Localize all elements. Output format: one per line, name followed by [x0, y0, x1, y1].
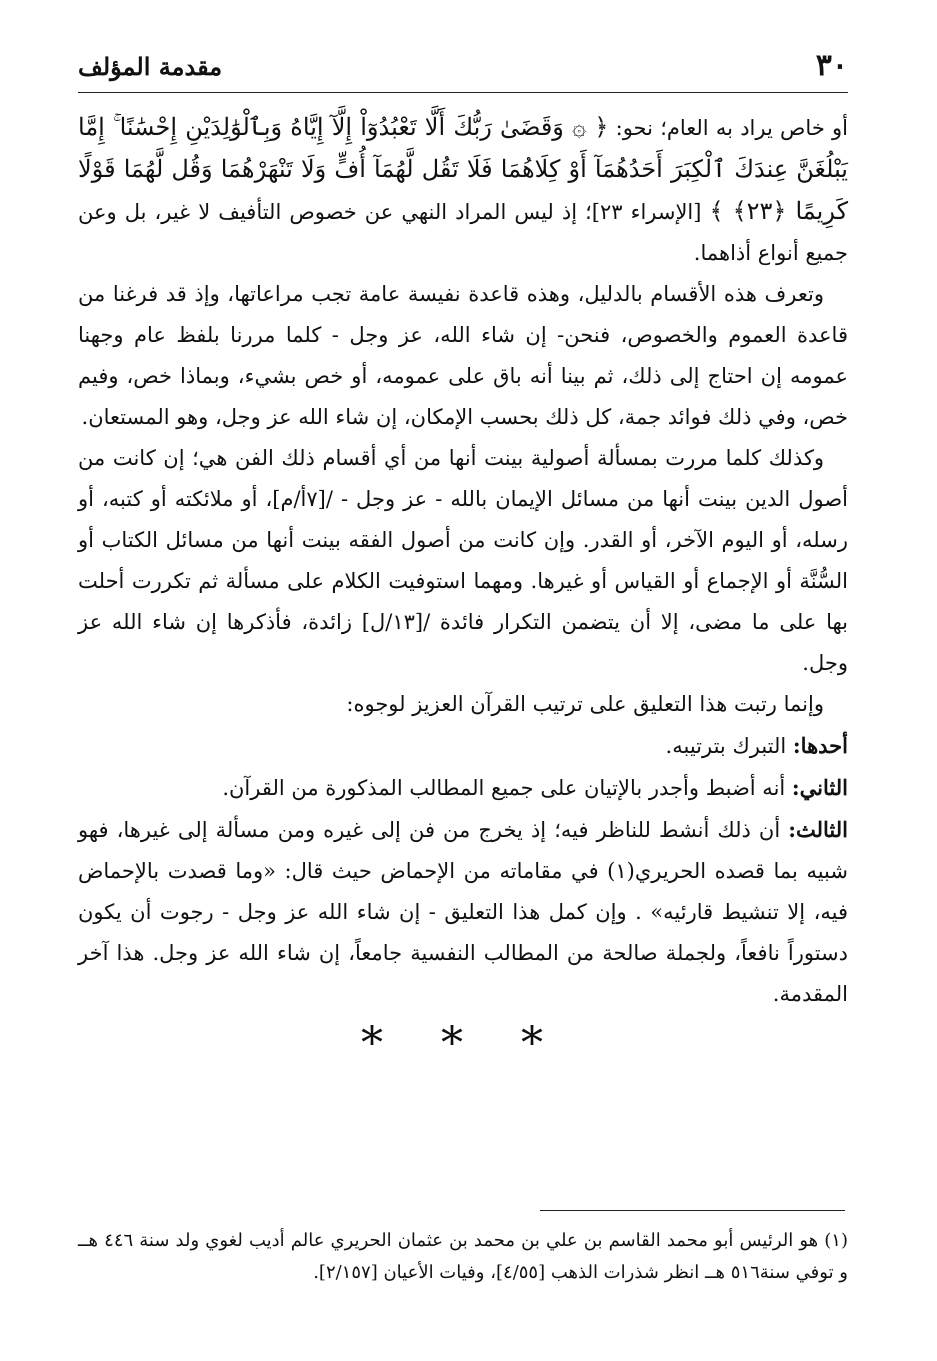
paragraph-2: وتعرف هذه الأقسام بالدليل، وهذه قاعدة نفيسة عامة تجب مراعاتها، وإذ قد فرغنا من قاعدة العموم والخصوص، فنحن- إن شاء الله، عز وجل - كلما مررنا بلفظ عام وجهنا عمومه إن احتاج إلى ذلك، ثم بينا أنه باق على عمومه، أو خص بشيء، وبماذا خص، وفيم خص، وفي ذلك فوائد جمة، كل ذلك بحسب الإمكان، إن شاء الله عز وجل، وهو المستعان. — [78, 282, 848, 429]
page — [78, 40, 849, 1069]
point-label-first: أحدها: — [792, 733, 848, 758]
paragraph-5 — [78, 725, 848, 767]
paragraph-1 — [78, 107, 848, 274]
section-separator: * * * — [361, 1018, 565, 1069]
point-text-first: التبرك بترتيبه. — [665, 734, 793, 758]
paragraph-3: وكذلك كلما مررت بمسألة أصولية بينت أنها من أي أقسام ذلك الفن هي؛ إن كانت من أصول الدين بينت أنها من مسائل الإيمان بالله - عز وجل - /[٧أ/م]، أو ملائكته أو كتبه، أو رسله، أو اليوم الآخر، أو القدر. وإن كانت من أصول الفقه بينت أنها من مسائل الكتاب أو السُّنَّة أو الإجماع أو القياس أو غيرها. ومهما استوفيت الكلام على مسألة ثم تكررت أحلت بها على ما مضى، إلا أن يتضمن التكرار فائدة /[١٣/ل] زائدة، فأذكرها إن شاء الله عز وجل. — [78, 446, 849, 675]
quran-verse: ﴿ ۞ وَقَضَىٰ رَبُّكَ أَلَّا تَعْبُدُوٓاْ إِلَّآ إِيَّاهُ وَبِٱلْوَٰلِدَيْنِ إِحْسَٰنًا ۚ إِمَّا يَبْلُغَنَّ عِندَكَ ٱلْكِبَرَ أَحَدُهُمَآ أَوْ كِلَاهُمَا فَلَا تَقُل لَّهُمَآ أُفٍّ وَلَا تَنْهَرْهُمَا وَقُل لَّهُمَا قَوْلًا كَرِيمًا ﴿٢٣﴾ ﴾ — [78, 113, 849, 225]
paragraph-7 — [78, 809, 848, 1015]
footnotes — [78, 1225, 848, 1289]
footnote-divider — [540, 1210, 845, 1211]
point-label-third: الثالث: — [788, 817, 848, 842]
page-number: ٣٠ — [815, 48, 848, 83]
page-header — [78, 40, 848, 93]
point-text-second: أنه أضبط وأجدر بالإتيان على جميع المطالب المذكورة من القرآن. — [222, 776, 792, 800]
footnote-1: (١) هو الرئيس أبو محمد القاسم بن علي بن محمد بن عثمان الحريري عالم أديب لغوي ولد سنة ٤٤٦ هــ و توفي سنة٥١٦ هــ انظر شذرات الذهب [٤/٥٥]، وفيات الأعيان [٢/١٥٧]. — [78, 1230, 848, 1283]
main-text — [78, 107, 849, 1069]
paragraph-1-rest: [الإسراء ٢٣]؛ إذ ليس المراد النهي عن خصوص التأفيف لا غير، بل وعن جميع أنواع أذاهما. — [78, 200, 848, 265]
running-title: مقدمة المؤلف — [78, 52, 223, 81]
point-text-third: أن ذلك أنشط للناظر فيه؛ إذ يخرج من فن إلى غيره ومن مسألة إلى غيرها، فهو شبيه بما قصده الحريري(١) في مقاماته من الإحماض حيث قال: «وما قصدت بالإحماض فيه، إلا تنشيط قارئيه» . وإن كمل هذا التعليق - إن شاء الله عز وجل - رجوت أن يكون دستوراً نافعاً، ولجملة صالحة من المطالب النفسية جامعاً، إن شاء الله عز وجل. هذا آخر المقدمة. — [78, 818, 848, 1006]
paragraph-6 — [78, 767, 848, 809]
point-label-second: الثاني: — [791, 775, 848, 800]
paragraph-1-intro: أو خاص يراد به العام؛ نحو: — [608, 116, 849, 140]
paragraph-4: وإنما رتبت هذا التعليق على ترتيب القرآن العزيز لوجوه: — [346, 692, 824, 716]
